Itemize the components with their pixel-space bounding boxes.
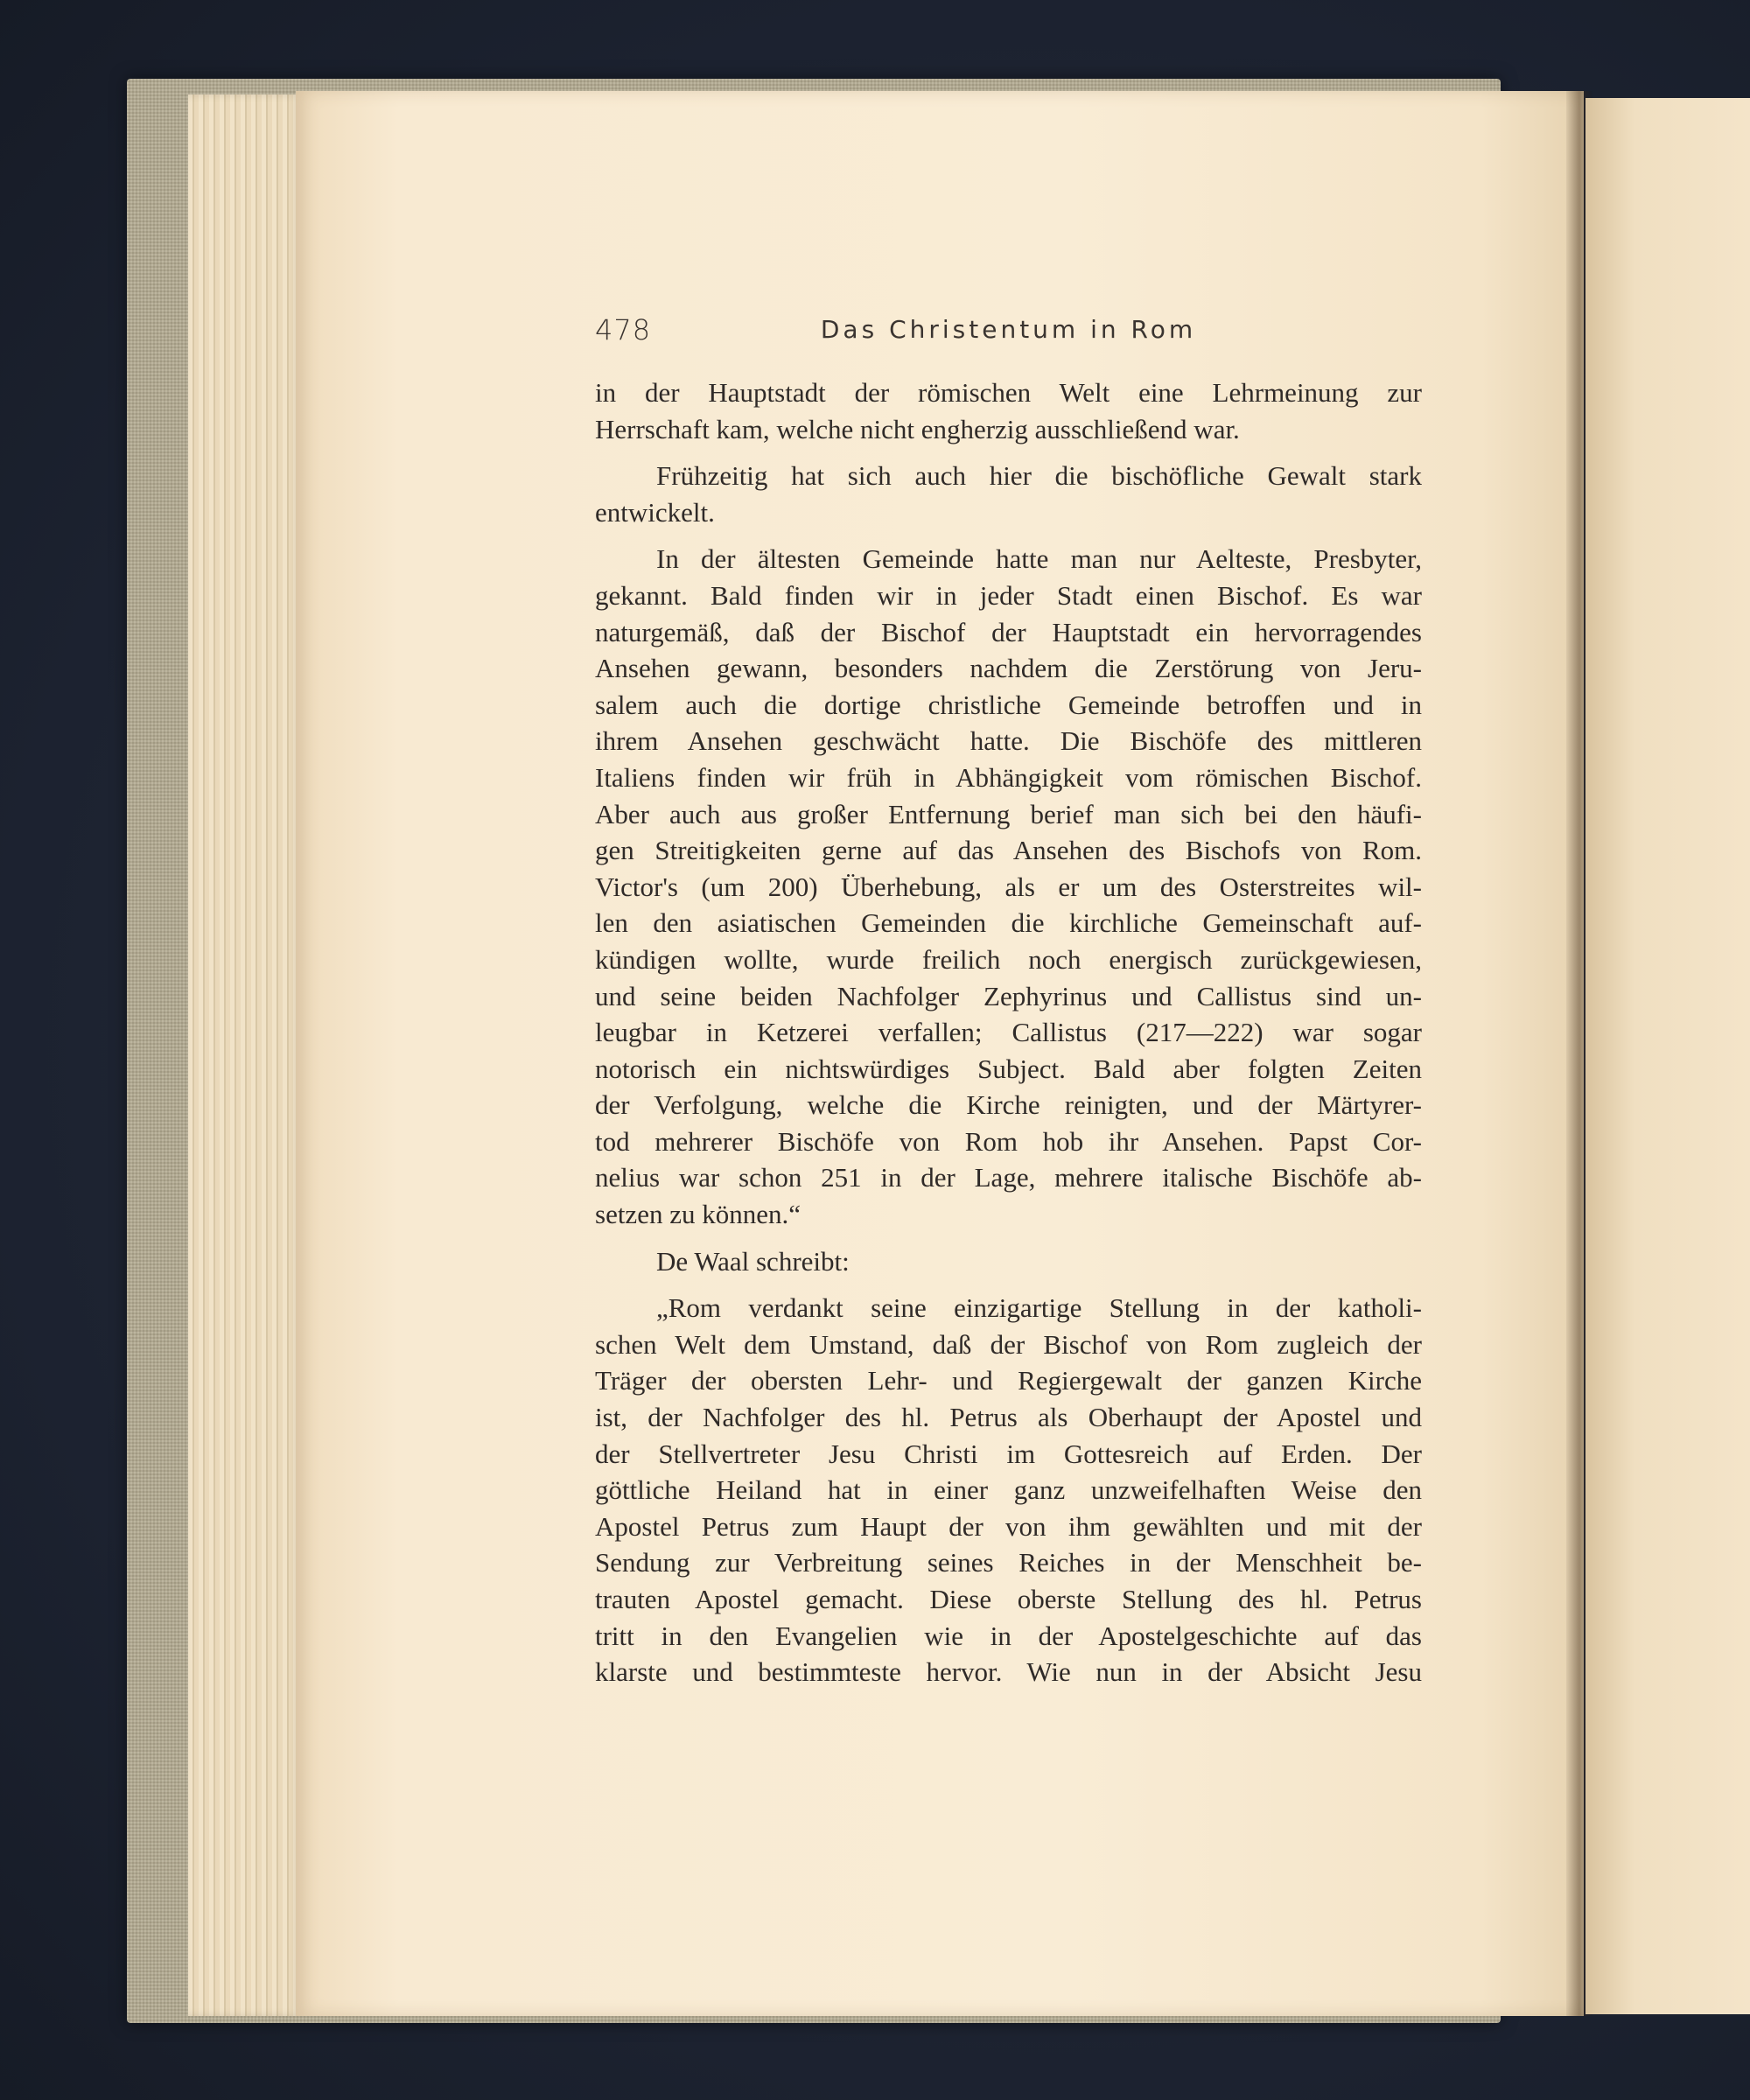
paragraph: [595, 541, 1422, 1232]
text-line: ihrem Ansehen geschwächt hatte. Die Bischöfe des mittleren: [595, 725, 1422, 757]
text-line: Träger der obersten Lehr- und Regiergewalt der ganzen Kirche: [595, 1365, 1422, 1396]
text-line: notorisch ein nichtswürdiges Subject. Bald aber folgten Zeiten: [595, 1053, 1422, 1084]
text-line: nelius war schon 251 in der Lage, mehrere italische Bischöfe ab-: [595, 1162, 1422, 1194]
text-line: und seine beiden Nachfolger Zephyrinus und Callistus sind un-: [595, 980, 1422, 1012]
text-line: kündigen wollte, wurde freilich noch energisch zurückgewiesen,: [595, 943, 1422, 975]
paragraph: [595, 374, 1422, 447]
body-text: [595, 374, 1422, 1701]
text-line: Aber auch aus großer Entfernung berief man sich bei den häufi-: [595, 798, 1422, 830]
text-line: Herrschaft kam, welche nicht engherzig ausschließend war.: [595, 413, 1240, 444]
text-line: Apostel Petrus zum Haupt der von ihm gewählten und mit der: [595, 1510, 1422, 1542]
paragraph: [595, 458, 1422, 530]
text-line: In der ältesten Gemeinde hatte man nur Aelteste, Presbyter,: [656, 543, 1422, 575]
text-line: gen Streitigkeiten gerne auf das Ansehen des Bischofs von Rom.: [595, 835, 1422, 866]
text-line: Ansehen gewann, besonders nachdem die Zerstörung von Jeru-: [595, 653, 1422, 684]
text-line: setzen zu können.“: [595, 1199, 801, 1230]
paragraph: [595, 1290, 1422, 1690]
text-line: der Stellvertreter Jesu Christi im Gottesreich auf Erden. Der: [595, 1438, 1422, 1469]
paragraph: [595, 1243, 1422, 1280]
text-line: Victor's (um 200) Überhebung, als er um des Osterstreites wil-: [595, 871, 1422, 902]
text-line: salem auch die dortige christliche Gemeinde betroffen und in: [595, 689, 1422, 720]
text-line: schen Welt dem Umstand, daß der Bischof von Rom zugleich der: [595, 1328, 1422, 1360]
text-line: gekannt. Bald finden wir in jeder Stadt einen Bischof. Es war: [595, 579, 1422, 611]
text-line: ist, der Nachfolger des hl. Petrus als Oberhaupt der Apostel und: [595, 1402, 1422, 1433]
text-line: in der Hauptstadt der römischen Welt eine Lehrmeinung zur: [595, 377, 1422, 408]
text-line: len den asiatischen Gemeinden die kirchliche Gemeinschaft auf-: [595, 907, 1422, 939]
text-line: klarste und bestimmteste hervor. Wie nun in der Absicht Jesu: [595, 1656, 1422, 1688]
text-line: Sendung zur Verbreitung seines Reiches in der Menschheit be-: [595, 1547, 1422, 1578]
text-line: „Rom verdankt seine einzigartige Stellung in der katholi-: [656, 1292, 1422, 1324]
text-line: De Waal schreibt:: [656, 1245, 850, 1277]
text-line: tritt in den Evangelien wie in der Apostelgeschichte auf das: [595, 1620, 1422, 1651]
text-line: göttliche Heiland hat in einer ganz unzweifelhaften Weise den: [595, 1474, 1422, 1506]
text-line: tod mehrerer Bischöfe von Rom hob ihr Ansehen. Papst Cor-: [595, 1125, 1422, 1157]
text-line: Italiens finden wir früh in Abhängigkeit vom römischen Bischof.: [595, 761, 1422, 793]
facing-page: [1586, 98, 1750, 2014]
text-line: Frühzeitig hat sich auch hier die bischöfliche Gewalt stark: [656, 460, 1422, 492]
text-line: leugbar in Ketzerei verfallen; Callistus (217—222) war sogar: [595, 1017, 1422, 1048]
text-line: trauten Apostel gemacht. Diese oberste Stellung des hl. Petrus: [595, 1584, 1422, 1614]
page-header: [595, 313, 1422, 355]
text-line: der Verfolgung, welche die Kirche reinigten, und der Märtyrer-: [595, 1089, 1422, 1121]
page-edges: [188, 94, 302, 2016]
page-number: 478: [595, 313, 652, 346]
text-line: entwickelt.: [595, 496, 715, 528]
running-head: Das Christentum in Rom: [820, 315, 1197, 344]
text-line: naturgemäß, daß der Bischof der Hauptstadt ein hervorragendes: [595, 616, 1422, 648]
